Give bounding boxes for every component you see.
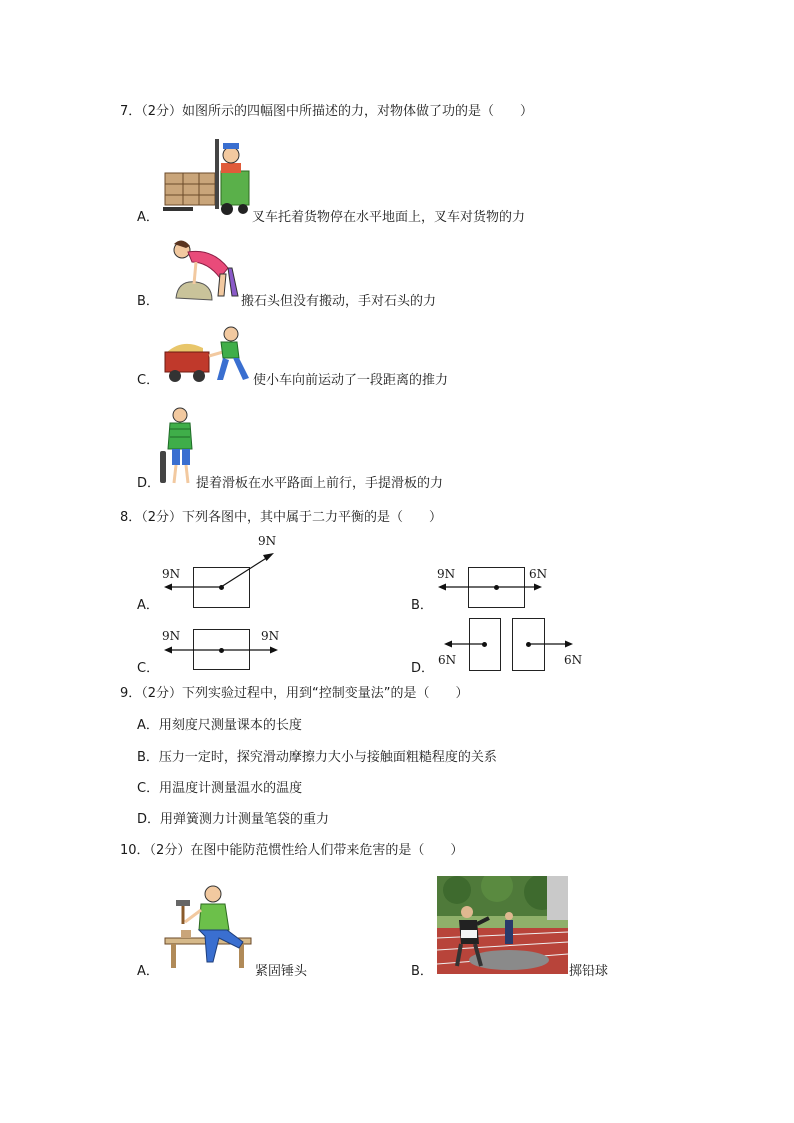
- q10-option-b-text: 掷铅球: [569, 964, 609, 979]
- q7-option-d-text: 提着滑板在水平路面上前行，手提滑板的力: [196, 476, 444, 491]
- question-10-stem: 10．（2分）在图中能防范惯性给人们带来危害的是（ ）: [120, 843, 464, 858]
- q8b-left-force-label: 9N: [437, 567, 456, 581]
- q7-option-a-label: A．: [137, 210, 159, 225]
- q7-option-b-label: B．: [137, 294, 159, 309]
- q7-option-d-label: D．: [137, 476, 161, 491]
- q7-option-c-text: 使小车向前运动了一段距离的推力: [253, 373, 449, 388]
- q7-option-b-text: 搬石头但没有搬动，手对石头的力: [241, 294, 437, 309]
- q7-option-a-text: 叉车托着货物停在水平地面上，叉车对货物的力: [252, 210, 526, 225]
- q8-option-c-label: C．: [137, 661, 160, 676]
- q8d-right-force-label: 6N: [564, 653, 583, 667]
- q8d-left-force-label: 6N: [438, 653, 457, 667]
- q8-option-b-label: B．: [411, 598, 433, 613]
- q9-option-a: A．用刻度尺测量课本的长度: [137, 718, 302, 733]
- question-8-stem: 8．（2分）下列各图中，其中属于二力平衡的是（ ）: [120, 510, 443, 525]
- q10-option-a-text: 紧固锤头: [255, 964, 308, 979]
- q7-option-c-label: C．: [137, 373, 160, 388]
- q8c-left-force-label: 9N: [162, 629, 181, 643]
- q9-option-c: C．用温度计测量温水的温度: [137, 781, 303, 796]
- q10-option-b-label: B．: [411, 964, 433, 979]
- q8a-left-force-label: 9N: [162, 567, 181, 581]
- q8a-diagonal-force-label: 9N: [258, 534, 277, 548]
- q9-option-d: D．用弹簧测力计测量笔袋的重力: [137, 812, 330, 827]
- q10-option-a-label: A．: [137, 964, 159, 979]
- q8-option-d-label: D．: [411, 661, 435, 676]
- question-7-stem: 7．（2分）如图所示的四幅图中所描述的力，对物体做了功的是（ ）: [120, 104, 534, 119]
- question-9-stem: 9．（2分）下列实验过程中，用到“控制变量法”的是（ ）: [120, 686, 469, 701]
- q8-option-a-label: A．: [137, 598, 159, 613]
- q9-option-b: B．压力一定时，探究滑动摩擦力大小与接触面粗糙程度的关系: [137, 750, 497, 765]
- q8b-right-force-label: 6N: [529, 567, 548, 581]
- q8c-right-force-label: 9N: [261, 629, 280, 643]
- shot-put-photo-icon: [437, 876, 568, 974]
- man-hammering-illustration-icon: [163, 882, 253, 970]
